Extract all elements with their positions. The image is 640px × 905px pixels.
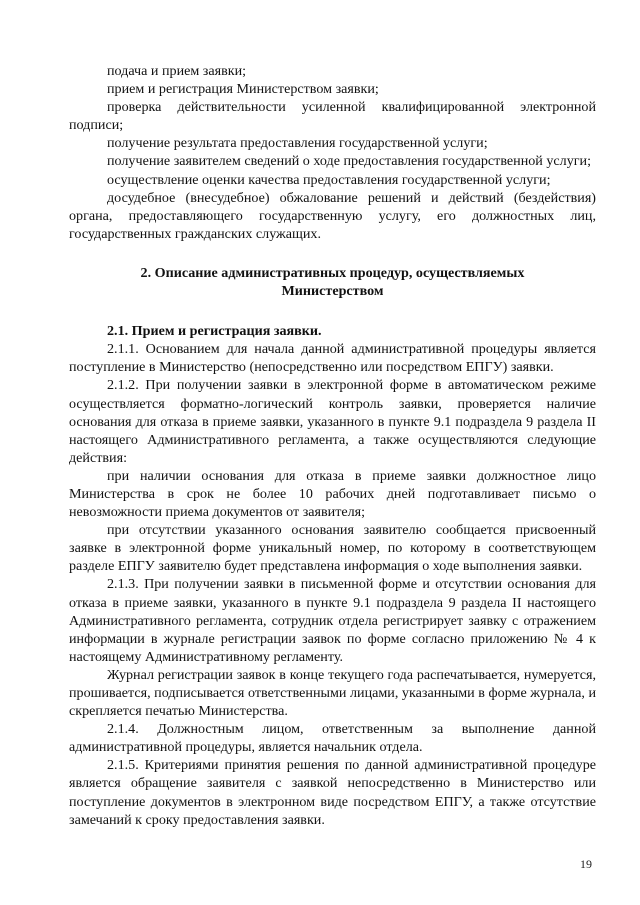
paragraph: при отсутствии указанного основания заявителю сообщается присвоенный заявке в электронной форме уникальный номер, по которому в соответствующем разделе ЕПГУ заявителю будет представлена информация о ходе выполнения заявки. [69,522,596,575]
list-item: проверка действительности усиленной квалифицированной электронной подписи; [69,99,596,134]
paragraph: 2.1.1. Основанием для начала данной административной процедуры является поступление в Министерство (непосредственно или посредством ЕПГУ) заявки. [69,341,596,376]
paragraph: 2.1.3. При получении заявки в письменной форме и отсутствии основания для отказа в приеме заявки, указанного в пункте 9.1 подраздела 9 раздела II настоящего Административного регламента, сотрудник отдела регистрирует заявку с отражением информации в журнале регистрации заявок по форме согласно приложению № 4 к настоящему Административному регламенту. [69,576,596,665]
document-page [69,62,596,829]
subsection-heading: 2.1. Прием и регистрация заявки. [107,323,322,340]
page-number: 19 [580,857,592,871]
paragraph: 2.1.4. Должностным лицом, ответственным за выполнение данной административной процедуры, является начальник отдела. [69,721,596,756]
paragraph: при наличии основания для отказа в приеме заявки должностное лицо Министерства в срок не более 10 рабочих дней подготавливает письмо о невозможности приема документов от заявителя; [69,467,596,521]
section-heading: 2. Описание административных процедур, осуществляемых Министерством [140,264,525,300]
list-item: получение результата предоставления государственной услуги; [107,135,488,152]
list-item: прием и регистрация Министерством заявки; [107,81,379,98]
paragraph: 2.1.5. Критериями принятия решения по данной административной процедуре является обращение заявителя с заявкой непосредственно в Министерство или поступление документов в электронном виде посредством ЕПГУ, а также отсутствие замечаний к сроку предоставления заявки. [69,757,596,828]
list-item: осуществление оценки качества предоставления государственной услуги; [107,171,551,188]
paragraph: Журнал регистрации заявок в конце текущего года распечатывается, нумеруется, прошивается, подписывается ответственными лицами, указанными в форме журнала, и скрепляется печатью Министерства. [69,666,596,720]
list-item: получение заявителем сведений о ходе предоставления государственной услуги; [107,153,591,170]
paragraph: 2.1.2. При получении заявки в электронной форме в автоматическом режиме осуществляется форматно-логический контроль заявки, проверяется наличие основания для отказа в приеме заявки, указанного в пункте 9.1 подраздела 9 раздела II настоящего Административного регламента, а также осуществляются следующие действия: [69,377,596,466]
list-item: подача и прием заявки; [107,63,247,79]
list-item: досудебное (внесудебное) обжалование решений и действий (бездействия) органа, предоставляющего государственную услугу, его должностных лиц, государственных гражданских служащих. [69,189,596,242]
